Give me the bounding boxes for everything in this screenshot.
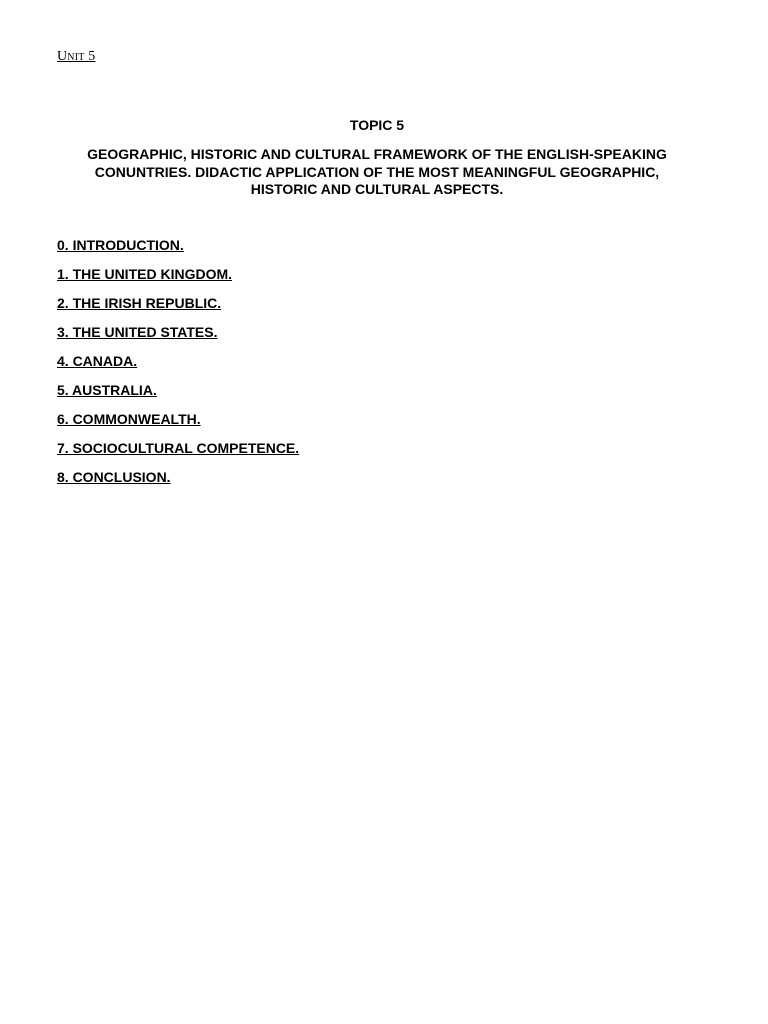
toc-item-introduction: 0. INTRODUCTION. xyxy=(57,237,184,253)
unit-header: Unit 5 xyxy=(57,49,96,64)
toc-item-irish-republic: 2. THE IRISH REPUBLIC. xyxy=(57,295,222,311)
toc-item-united-states: 3. THE UNITED STATES. xyxy=(57,324,218,340)
topic-description: GEOGRAPHIC, HISTORIC AND CULTURAL FRAMEWORK OF THE ENGLISH-SPEAKING CONUNTRIES. DIDACTIC APPLICATION OF THE MOST MEANINGFUL GEOGRAPHIC, HISTORIC AND CULTURAL ASPECTS. xyxy=(87,146,667,197)
table-of-contents xyxy=(57,237,299,498)
topic-title: TOPIC 5 xyxy=(349,117,405,133)
toc-item-commonwealth: 6. COMMONWEALTH. xyxy=(57,411,201,427)
toc-item-united-kingdom: 1. THE UNITED KINGDOM. xyxy=(57,266,233,282)
toc-item-sociocultural-competence: 7. SOCIOCULTURAL COMPETENCE. xyxy=(57,440,300,456)
toc-item-australia: 5. AUSTRALIA. xyxy=(57,382,157,398)
toc-item-conclusion: 8. CONCLUSION. xyxy=(57,469,171,485)
toc-item-canada: 4. CANADA. xyxy=(57,353,138,369)
